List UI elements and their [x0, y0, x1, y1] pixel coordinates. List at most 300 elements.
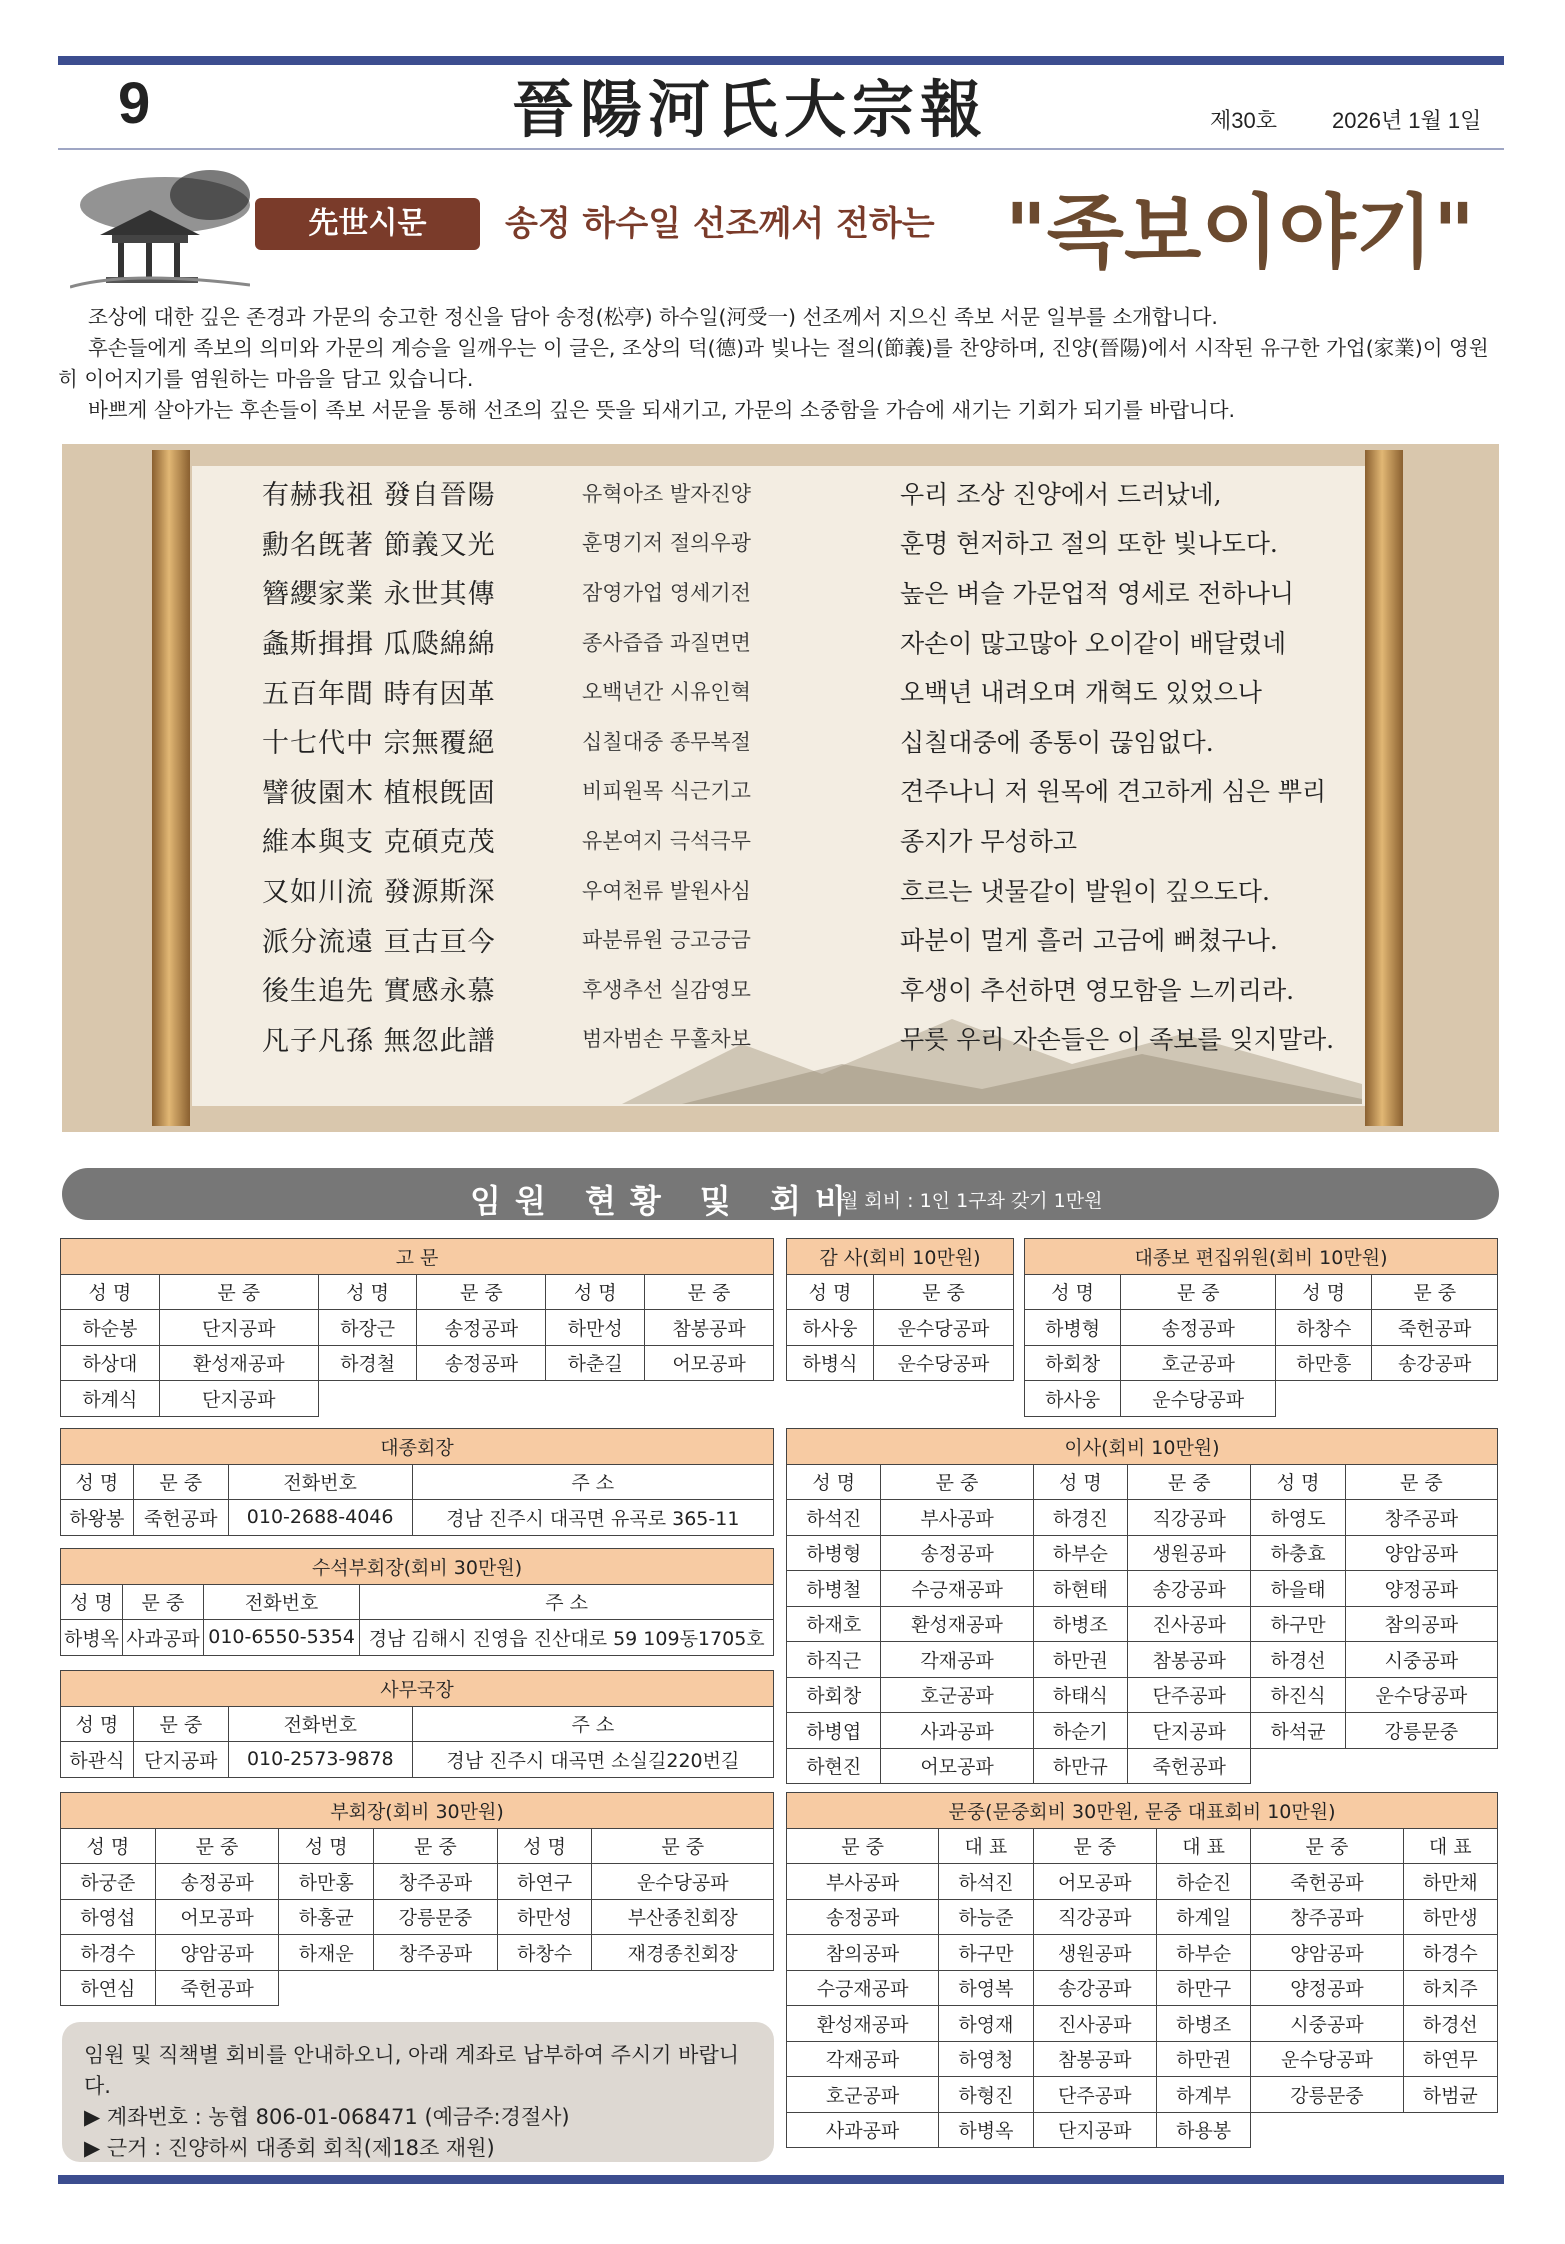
table-cell: 하만구	[1156, 1970, 1250, 2006]
table-cell: 호군공파	[881, 1677, 1033, 1713]
table-title: 수석부회장(회비 30만원)	[61, 1549, 774, 1585]
payment-notice	[62, 2022, 774, 2162]
table-row	[787, 1677, 1498, 1713]
poem-translation: 무릇 우리 자손들은 이 족보를 잊지말라.	[900, 1025, 1335, 1055]
table-cell: 010-2688-4046	[228, 1500, 412, 1536]
poem-translation: 자손이 많고많아 오이같이 배달렸네	[900, 628, 1287, 658]
directors-table	[786, 1428, 1498, 1784]
table-cell: 하사웅	[1025, 1381, 1121, 1417]
intro-paragraph: 후손들에게 족보의 의미와 가문의 계승을 일깨우는 이 글은, 조상의 덕(德)과 빛나는 절의(節義)를 찬양하며, 진양(晉陽)에서 시작된 유구한 가업(家業)이 영원히 이어지기를 염원하는 마음을 담고 있습니다.	[58, 336, 1489, 391]
table-cell: 어모공파	[1033, 1864, 1156, 1900]
poem-line	[262, 666, 1412, 716]
column-header: 성 명	[787, 1274, 874, 1310]
poem-translation: 흐르는 냇물같이 발원이 깊으도다.	[900, 876, 1270, 906]
table-title: 부회장(회비 30만원)	[61, 1793, 774, 1829]
section-note: 월 회비 : 1인 1구좌 갖기 1만원	[840, 1190, 1103, 1212]
column-header: 문 중	[133, 1464, 228, 1500]
poem-lines	[262, 468, 1412, 1063]
table-cell: 단주공파	[1033, 2077, 1156, 2113]
table-row	[787, 2112, 1498, 2148]
table-row	[787, 1345, 1014, 1381]
table-cell: 각재공파	[881, 1642, 1033, 1678]
column-header: 문 중	[881, 1464, 1033, 1500]
column-header: 문 중	[873, 1274, 1013, 1310]
table-cell: 양암공파	[1251, 1935, 1403, 1971]
table-cell: 하경수	[1403, 1935, 1497, 1971]
table-cell: 송정공파	[881, 1535, 1033, 1571]
table-cell: 송정공파	[1121, 1310, 1276, 1346]
table-cell: 하연구	[497, 1864, 592, 1900]
table-cell: 송정공파	[155, 1864, 279, 1900]
empty-cell	[1251, 1748, 1345, 1784]
empty-cell	[1403, 2112, 1497, 2148]
column-header: 주 소	[412, 1464, 773, 1500]
empty-cell	[592, 1970, 774, 2006]
column-header: 문 중	[122, 1584, 203, 1620]
poem-reading: 유본여지 극석극무	[582, 828, 751, 853]
table-cell: 하순봉	[61, 1310, 160, 1346]
table-row	[787, 1713, 1498, 1749]
poem-line	[262, 617, 1412, 667]
poem-scroll	[62, 444, 1499, 1132]
issue-number: 제30호	[1210, 108, 1277, 133]
table-cell: 사과공파	[881, 1713, 1033, 1749]
section-tag: 先世시문	[255, 198, 480, 250]
poem-hanja: 螽斯揖揖 瓜瓞綿綿	[262, 629, 496, 661]
table-cell: 하석진	[787, 1500, 881, 1536]
column-header: 성 명	[318, 1274, 417, 1310]
empty-cell	[1251, 2112, 1403, 2148]
table-row	[787, 1864, 1498, 1900]
table-cell: 하만흥	[1276, 1345, 1372, 1381]
table-cell: 하영도	[1251, 1500, 1345, 1536]
table-cell: 하경진	[1033, 1500, 1127, 1536]
notice-line: 임원 및 직책별 회비를 안내하오니, 아래 계좌로 납부하여 주시기 바랍니다.	[84, 2043, 740, 2098]
poem-reading: 비피원목 식근기고	[582, 779, 751, 804]
table-cell: 죽헌공파	[1251, 1864, 1403, 1900]
table-cell: 부사공파	[881, 1500, 1033, 1536]
table-cell: 운수당공파	[873, 1310, 1013, 1346]
table-cell: 하현태	[1033, 1571, 1127, 1607]
clans-table	[786, 1792, 1498, 2148]
table-cell: 참의공파	[787, 1935, 939, 1971]
table-cell: 하창수	[1276, 1310, 1372, 1346]
table-row	[1025, 1310, 1498, 1346]
table-cell: 어모공파	[155, 1899, 279, 1935]
column-header: 성 명	[497, 1828, 592, 1864]
table-cell: 강릉문중	[1251, 2077, 1403, 2113]
poem-hanja: 有赫我祖 發自晉陽	[262, 480, 496, 512]
column-header: 성 명	[61, 1706, 134, 1742]
table-row	[787, 1571, 1498, 1607]
table-cell: 양암공파	[1345, 1535, 1497, 1571]
table-cell: 강릉문중	[374, 1899, 498, 1935]
column-header: 성 명	[61, 1274, 160, 1310]
table-cell: 하계식	[61, 1381, 160, 1417]
table-cell: 010-2573-9878	[228, 1742, 412, 1778]
table-cell: 하병조	[1156, 2006, 1250, 2042]
empty-cell	[1276, 1381, 1372, 1417]
table-cell: 양정공파	[1251, 1970, 1403, 2006]
table-cell: 하재호	[787, 1606, 881, 1642]
poem-reading: 파분류원 긍고긍금	[582, 928, 751, 953]
table-row	[61, 1742, 774, 1778]
table-cell: 송정공파	[417, 1310, 546, 1346]
table-cell: 부산종친회장	[592, 1899, 774, 1935]
masthead-title: 晉陽河氏大宗報	[511, 73, 988, 146]
column-header: 주 소	[412, 1706, 773, 1742]
poem-hanja: 勳名旣著 節義又光	[262, 529, 496, 561]
column-header: 성 명	[1025, 1274, 1121, 1310]
column-header: 성 명	[279, 1828, 374, 1864]
poem-hanja: 後生追先 實感永慕	[262, 976, 496, 1008]
table-cell: 하영청	[939, 2041, 1033, 2077]
table-cell: 하병옥	[61, 1620, 123, 1656]
table-cell: 죽헌공파	[1128, 1748, 1251, 1784]
poem-hanja: 簪纓家業 永世其傳	[262, 579, 496, 611]
poem-line	[262, 567, 1412, 617]
table-cell: 경남 진주시 대곡면 유곡로 365-11	[412, 1500, 773, 1536]
poem-hanja: 凡子凡孫 無忽此譜	[262, 1025, 496, 1057]
table-cell: 경남 진주시 대곡면 소실길220번길	[412, 1742, 773, 1778]
table-row	[787, 2006, 1498, 2042]
table-cell: 하왕봉	[61, 1500, 134, 1536]
issue-date: 2026년 1월 1일	[1332, 108, 1482, 133]
table-cell: 참봉공파	[1128, 1642, 1251, 1678]
table-cell: 운수당공파	[873, 1345, 1013, 1381]
table-row	[787, 2077, 1498, 2113]
poem-reading: 종사즙즙 과질면면	[582, 630, 751, 655]
table-cell: 강릉문중	[1345, 1713, 1497, 1749]
table-row	[787, 1606, 1498, 1642]
poem-hanja: 派分流遠 亘古亘今	[262, 926, 496, 958]
column-header: 성 명	[546, 1274, 645, 1310]
table-cell: 하궁준	[61, 1864, 156, 1900]
poem-translation: 높은 벼슬 가문업적 영세로 전하나니	[900, 578, 1295, 608]
table-cell: 운수당공파	[592, 1864, 774, 1900]
table-cell: 하능준	[939, 1899, 1033, 1935]
table-cell: 하부순	[1033, 1535, 1127, 1571]
notice-basis: ▶ 근거 : 진양하씨 대종회 회칙(제18조 재원)	[84, 2136, 495, 2160]
table-cell: 시중공파	[1251, 2006, 1403, 2042]
column-header: 전화번호	[228, 1706, 412, 1742]
poem-reading: 잠영가업 영세기전	[582, 580, 751, 605]
table-cell: 하계일	[1156, 1899, 1250, 1935]
table-cell: 하사웅	[787, 1310, 874, 1346]
column-header: 문 중	[133, 1706, 228, 1742]
table-title: 사무국장	[61, 1671, 774, 1707]
table-cell: 사과공파	[122, 1620, 203, 1656]
table-cell: 하회창	[787, 1677, 881, 1713]
table-cell: 하순기	[1033, 1713, 1127, 1749]
table-row	[787, 1970, 1498, 2006]
table-cell: 재경종친회장	[592, 1935, 774, 1971]
table-cell: 경남 김해시 진영읍 진산대로 59 109동1705호	[360, 1620, 774, 1656]
table-cell: 하병옥	[939, 2112, 1033, 2148]
column-header: 문 중	[417, 1274, 546, 1310]
table-cell: 부사공파	[787, 1864, 939, 1900]
table-cell: 운수당공파	[1345, 1677, 1497, 1713]
column-header: 성 명	[61, 1464, 134, 1500]
table-cell: 하만생	[1403, 1899, 1497, 1935]
table-row	[61, 1899, 774, 1935]
table-row	[787, 1535, 1498, 1571]
chairman-table	[60, 1428, 774, 1536]
table-cell: 운수당공파	[1251, 2041, 1403, 2077]
column-header: 문 중	[1372, 1274, 1498, 1310]
table-cell: 하만권	[1033, 1642, 1127, 1678]
table-cell: 수긍재공파	[881, 1571, 1033, 1607]
poem-translation: 파분이 멀게 흘러 고금에 뻐쳤구나.	[900, 926, 1278, 956]
table-cell: 하형진	[939, 2077, 1033, 2113]
poem-translation: 우리 조상 진양에서 드러났네,	[900, 479, 1222, 509]
pavilion-illustration	[70, 165, 250, 290]
column-header: 문 중	[1251, 1828, 1403, 1864]
table-cell: 죽헌공파	[155, 1970, 279, 2006]
table-cell: 하경선	[1251, 1642, 1345, 1678]
table-cell: 죽헌공파	[133, 1500, 228, 1536]
table-cell: 하만채	[1403, 1864, 1497, 1900]
poem-translation: 오백년 내려오며 개혁도 있었으나	[900, 678, 1262, 708]
table-row	[787, 1500, 1498, 1536]
table-cell: 창주공파	[374, 1864, 498, 1900]
poem-translation: 훈명 현저하고 절의 또한 빛나도다.	[900, 529, 1278, 559]
intro-paragraph: 조상에 대한 깊은 존경과 가문의 숭고한 정신을 담아 송정(松亭) 하수일(河受一) 선조께서 지으신 족보 서문 일부를 소개합니다.	[88, 305, 1218, 329]
scroll-rod-left	[152, 450, 190, 1126]
poem-reading: 십칠대중 종무복절	[582, 729, 751, 754]
column-header: 성 명	[61, 1584, 123, 1620]
poem-translation: 종지가 무성하고	[900, 826, 1077, 856]
column-header: 성 명	[1251, 1464, 1345, 1500]
empty-cell	[279, 1970, 374, 2006]
table-row	[61, 1935, 774, 1971]
table-title: 이사(회비 10만원)	[787, 1429, 1498, 1465]
table-row	[787, 1748, 1498, 1784]
table-cell: 하관식	[61, 1742, 134, 1778]
empty-cell	[1372, 1381, 1498, 1417]
table-cell: 참봉공파	[1033, 2041, 1156, 2077]
table-row	[61, 1310, 774, 1346]
header-divider	[58, 148, 1504, 150]
column-header: 문 중	[1033, 1828, 1156, 1864]
column-header: 성 명	[61, 1828, 156, 1864]
table-row	[61, 1864, 774, 1900]
table-row	[1025, 1345, 1498, 1381]
table-cell: 하병식	[787, 1345, 874, 1381]
poem-reading: 오백년간 시유인혁	[582, 680, 751, 705]
table-cell: 하구만	[1251, 1606, 1345, 1642]
table-cell: 하구만	[939, 1935, 1033, 1971]
poem-line	[262, 914, 1412, 964]
table-row	[61, 1345, 774, 1381]
section-title: 임원 현황 및 회비	[470, 1182, 860, 1220]
table-row	[787, 1310, 1014, 1346]
poem-reading: 범자범손 무홀차보	[582, 1027, 751, 1052]
empty-cell	[497, 1970, 592, 2006]
table-cell: 하태식	[1033, 1677, 1127, 1713]
table-cell: 하석진	[939, 1864, 1033, 1900]
table-cell: 단지공파	[1128, 1713, 1251, 1749]
column-header: 문 중	[374, 1828, 498, 1864]
empty-cell	[318, 1381, 417, 1417]
table-cell: 환성재공파	[881, 1606, 1033, 1642]
table-cell: 참의공파	[1345, 1606, 1497, 1642]
table-cell: 단지공파	[1033, 2112, 1156, 2148]
senior-vice-table	[60, 1548, 774, 1656]
column-header: 문 중	[645, 1274, 774, 1310]
poem-hanja: 譬彼園木 植根旣固	[262, 777, 496, 809]
table-cell: 송강공파	[1033, 1970, 1156, 2006]
table-cell: 운수당공파	[1121, 1381, 1276, 1417]
poem-line	[262, 468, 1412, 518]
table-cell: 직강공파	[1128, 1500, 1251, 1536]
column-header: 성 명	[1276, 1274, 1372, 1310]
table-cell: 단지공파	[159, 1381, 318, 1417]
poem-translation: 후생이 추선하면 영모함을 느끼리라.	[900, 975, 1295, 1005]
table-cell: 양암공파	[155, 1935, 279, 1971]
poem-hanja: 十七代中 宗無覆絕	[262, 728, 496, 760]
poem-line	[262, 766, 1412, 816]
column-header: 문 중	[1121, 1274, 1276, 1310]
table-cell: 하연무	[1403, 2041, 1497, 2077]
empty-cell	[417, 1381, 546, 1417]
table-row	[787, 1899, 1498, 1935]
table-cell: 하진식	[1251, 1677, 1345, 1713]
table-cell: 하회창	[1025, 1345, 1121, 1381]
table-row	[61, 1500, 774, 1536]
notice-account: ▶ 계좌번호 : 농협 806-01-068471 (예금주:경절사)	[84, 2105, 570, 2129]
table-cell: 하경철	[318, 1345, 417, 1381]
empty-cell	[546, 1381, 645, 1417]
table-cell: 어모공파	[645, 1345, 774, 1381]
column-header: 전화번호	[203, 1584, 359, 1620]
poem-reading: 유혁아조 발자진양	[582, 481, 751, 506]
table-cell: 하창수	[497, 1935, 592, 1971]
poem-line	[262, 716, 1412, 766]
table-cell: 참봉공파	[645, 1310, 774, 1346]
table-cell: 하현진	[787, 1748, 881, 1784]
table-cell: 단지공파	[159, 1310, 318, 1346]
table-cell: 생원공파	[1128, 1535, 1251, 1571]
column-header: 성 명	[787, 1464, 881, 1500]
table-cell: 하직근	[787, 1642, 881, 1678]
table-cell: 하병형	[1025, 1310, 1121, 1346]
poem-hanja: 維本與支 克碩克茂	[262, 827, 496, 859]
table-cell: 하석균	[1251, 1713, 1345, 1749]
poem-hanja: 又如川流 發源斯深	[262, 877, 496, 909]
table-title: 대종회장	[61, 1429, 774, 1465]
table-cell: 송강공파	[1372, 1345, 1498, 1381]
poem-line	[262, 1014, 1412, 1064]
table-title: 감 사(회비 10만원)	[787, 1239, 1014, 1275]
column-header: 문 중	[1345, 1464, 1497, 1500]
table-row	[1025, 1381, 1498, 1417]
table-cell: 송강공파	[1128, 1571, 1251, 1607]
table-cell: 하병엽	[787, 1713, 881, 1749]
column-header: 주 소	[360, 1584, 774, 1620]
table-cell: 하치주	[1403, 1970, 1497, 2006]
table-cell: 하영재	[939, 2006, 1033, 2042]
poem-line	[262, 964, 1412, 1014]
intro-text	[58, 302, 1504, 426]
table-cell: 창주공파	[1251, 1899, 1403, 1935]
table-title: 대종보 편집위원(회비 10만원)	[1025, 1239, 1498, 1275]
table-cell: 호군공파	[1121, 1345, 1276, 1381]
column-header: 성 명	[1033, 1464, 1127, 1500]
table-cell: 사과공파	[787, 2112, 939, 2148]
column-header: 문 중	[155, 1828, 279, 1864]
poem-reading: 우여천류 발원사심	[582, 878, 751, 903]
column-header: 문 중	[592, 1828, 774, 1864]
table-cell: 송정공파	[787, 1899, 939, 1935]
poem-hanja: 五百年間 時有因革	[262, 678, 496, 710]
table-cell: 하만규	[1033, 1748, 1127, 1784]
table-title: 고 문	[61, 1239, 774, 1275]
table-cell: 단주공파	[1128, 1677, 1251, 1713]
table-cell: 환성재공파	[787, 2006, 939, 2042]
table-cell: 환성재공파	[159, 1345, 318, 1381]
table-cell: 하계부	[1156, 2077, 1250, 2113]
table-cell: 하부순	[1156, 1935, 1250, 1971]
table-row	[61, 1970, 774, 2006]
table-cell: 하만성	[546, 1310, 645, 1346]
table-row	[61, 1381, 774, 1417]
table-row	[787, 2041, 1498, 2077]
table-cell: 하경수	[61, 1935, 156, 1971]
table-cell: 하만홍	[279, 1864, 374, 1900]
advisors-table	[60, 1238, 774, 1417]
intro-paragraph: 바쁘게 살아가는 후손들이 족보 서문을 통해 선조의 깊은 뜻을 되새기고, 가문의 소중함을 가슴에 새기는 기회가 되기를 바랍니다.	[88, 398, 1236, 422]
table-cell: 하연심	[61, 1970, 156, 2006]
table-cell: 각재공파	[787, 2041, 939, 2077]
table-cell: 하병형	[787, 1535, 881, 1571]
poem-line	[262, 518, 1412, 568]
editors-table	[1024, 1238, 1498, 1417]
column-header: 문 중	[1128, 1464, 1251, 1500]
table-row	[61, 1620, 774, 1656]
table-cell: 단지공파	[133, 1742, 228, 1778]
auditors-table	[786, 1238, 1014, 1381]
column-header: 문 중	[787, 1828, 939, 1864]
table-cell: 직강공파	[1033, 1899, 1156, 1935]
table-cell: 창주공파	[374, 1935, 498, 1971]
table-cell: 양정공파	[1345, 1571, 1497, 1607]
table-title: 문중(문중회비 30만원, 문중 대표회비 10만원)	[787, 1793, 1498, 1829]
poem-reading: 후생추선 실감영모	[582, 977, 751, 1002]
table-row	[787, 1642, 1498, 1678]
table-cell: 하춘길	[546, 1345, 645, 1381]
table-cell: 진사공파	[1033, 2006, 1156, 2042]
poem-reading: 훈명기저 절의우광	[582, 531, 751, 556]
column-header: 대 표	[939, 1828, 1033, 1864]
page-number: 9	[118, 71, 151, 136]
table-cell: 하장근	[318, 1310, 417, 1346]
table-cell: 하용봉	[1156, 2112, 1250, 2148]
table-cell: 하범균	[1403, 2077, 1497, 2113]
column-header: 대 표	[1403, 1828, 1497, 1864]
table-cell: 어모공파	[881, 1748, 1033, 1784]
table-cell: 하순진	[1156, 1864, 1250, 1900]
banner-title: "족보이야기"	[1005, 185, 1475, 279]
table-cell: 하영섭	[61, 1899, 156, 1935]
table-cell: 하만권	[1156, 2041, 1250, 2077]
banner-subtitle: 송정 하수일 선조께서 전하는	[505, 204, 935, 244]
poem-translation: 십칠대중에 종통이 끊임없다.	[900, 727, 1214, 757]
table-cell: 하상대	[61, 1345, 160, 1381]
table-cell: 송정공파	[417, 1345, 546, 1381]
table-cell: 하충효	[1251, 1535, 1345, 1571]
poem-line	[262, 865, 1412, 915]
